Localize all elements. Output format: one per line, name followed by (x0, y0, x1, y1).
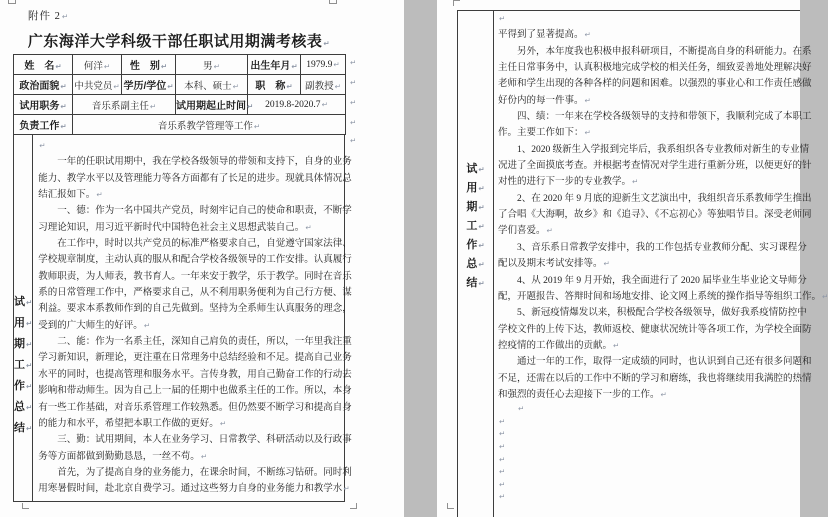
duty-label: 负责工作↵ (14, 115, 73, 135)
text-line: ↵ (499, 454, 506, 464)
text-line: ↵ (499, 492, 506, 502)
vertical-label-char: 期↵ (14, 338, 33, 350)
text-line: 况进了全面摸底考查。并根据考查情况对学生进行重新分班，以便更好的针 (498, 161, 812, 172)
text-line: 了合唱《大海啊，故乡》和《追寻》、《不忘初心》等独唱节目。深受老师同 (498, 210, 812, 221)
text-line: ↵ (499, 442, 506, 452)
text-line: ↵ (499, 429, 506, 439)
text-line: ↵ (499, 467, 506, 477)
text-line: 5、新冠疫情爆发以来，积极配合学校各级领导，做好我系疫情防控中 (498, 308, 807, 319)
text-line: 配，开题报告、答辩时间和场地安排、论文网上系统的操作指导等组织工作。↵ (498, 291, 828, 302)
text-line: ↵ (499, 14, 506, 23)
page-title: 广东海洋大学科级干部任职试用期满考核表↵ (27, 33, 331, 50)
text-line: 和强烈的责任心去迎接下一步的工作。↵ (498, 389, 667, 400)
page-2 (437, 0, 828, 517)
text-line: 系的日常管理工作中，严格要求自己，从不利用职务便利为自己行方便、谋 (38, 288, 352, 299)
text-line: 影响和带动师生。因为自己上一届的任期中也做系主任的工作。所以，本身 (38, 386, 352, 397)
text-line: ↵ (499, 479, 506, 489)
table-row (14, 55, 346, 75)
probation-position-label: 试用职务↵ (14, 95, 73, 115)
text-line: 能力、教学水平以及管理能力等各方面都有了长足的进步。现就具体情况总 (38, 173, 352, 184)
gender-label: 性 别↵ (122, 55, 176, 75)
political-status-value: 中共党员↵ (73, 75, 122, 95)
text-boundary-mark (447, 503, 454, 509)
name-value: 何洋↵ (73, 55, 122, 75)
vertical-label-char: 工↵ (14, 359, 33, 371)
text-line: 老师和学生出现的各种各样的问题和困难。以强烈的事业心和工作责任感做 (498, 79, 812, 90)
summary-section (13, 134, 352, 502)
text-line: 在工作中，时时以共产党员的标准严格要求自己，自觉遵守国家法律、 (38, 239, 352, 250)
text-line: 学校文件的上传下达，教师返校、健康状况统计等各项工作，为学校全面防 (498, 324, 812, 335)
text-line: 利益。要求本系教师作到的自己先做到。坚持为全系师生认真服务的理念， (38, 304, 352, 315)
text-line: 一年的任职试用期中，我在学校各级领导的带领和支持下，自身的业务 (38, 157, 352, 168)
text-line: 受到的广大师生的好评。↵ (38, 320, 151, 331)
text-line: ↵ (518, 404, 525, 414)
table-row (14, 95, 346, 115)
page-1: 附件 2↵ 广东海洋大学科级干部任职试用期满考核表↵ 姓 名↵ 何洋↵ 性 别↵ 男↵ 出生年月↵ 1979.9↵ 政治面貌↵ 中共党员↵ 学历/学位↵ 本科、硕士↵ 职 称↵ 副教授↵ 试用职务↵ 音乐系副主任↵ 试用期起止时间↵ 2019.8-2020.7↵ 负责工作↵ 音乐系教学管理等工作↵ ↵ ↵ ↵ ↵ ↵ 试↵ 用↵ 期↵ 工↵ 作↵ 总↵ 结↵ ↵ 一年的任职试用期中，我在学校各级领导的带领和支持下，自身的业务 能力、教学水平以及管理能力等各方面都有了长足的进步。现就具体情况总 结汇报如下。↵ 一、德：作为一名中国共产党员，时刻牢记自己的使命和职责，不断学 习理论知识，用习近平新时代中国特色社会主义思想武装自己。↵ 在工作中，时时以共产党员的标准严格要求自己，自觉遵守国家法律、 学校规章制度，主动认真的服从和配合学校各级领导的工作安排。认真履行 教师职责，为人师表，教书育人。一年来安于教学，乐于教学。同时在音乐 系的日常管理工作中，严格要求自己，从不利用职务便利为自己行方便、谋 利益。要求本系教师作到的自己先做到。坚持为全系师生认真服务的理念， 受到的广大师生的好评。↵ 二、能：作为一名系主任，深知自己肩负的责任，所以，一年里我注重 学习新知识，新理论，更注重在日常理务中总结经验和不足。提高自己业务 水平的同时，也提高管理和服务水平。言传身教，用自己勤奋工作的行动去 影响和带动师生。因为自己上一届的任期中也做系主任的工作。所以，本身 有一些工作基础，对音乐系管理工作较熟悉。但仍然要不断学习和提高自身 的能力和水平，希望把本职工作做的更好。↵ 三、勤：试用期间，本人在业务学习、日常教学、科研活动以及行政事 务等方面都做到勤勤恳恳，一丝不苟。↵ 首先，为了提高自身的业务能力，在课余时间，不断练习钻研。同时利 用寒暑假时间，赴北京自费学习。通过这些努力自身的业务能力和教学水↵ (0, 0, 404, 517)
vertical-label-char: 试↵ (14, 296, 33, 308)
birth-value: 1979.9↵ (301, 55, 346, 75)
text-line: 三、勤：试用期间，本人在业务学习、日常教学、科研活动以及行政事 (38, 435, 352, 446)
summary-text-page2 (498, 11, 828, 504)
text-line: 对性的进行下一步的专业教学。↵ (498, 177, 639, 188)
attachment-label: 附件 2↵ (28, 11, 70, 22)
text-line: 用寒暑假时间，赴北京自费学习。通过这些努力自身的业务能力和教学水↵ (38, 484, 350, 495)
text-line: 结汇报如下。↵ (38, 190, 103, 201)
text-line: 平得到了显著提高。↵ (498, 30, 591, 41)
text-line: 有一些工作基础，对音乐系管理工作较熟悉。但仍然要不断学习和提高自身 (38, 402, 352, 413)
summary-vertical-label (14, 134, 33, 501)
text-line: 通过一年的工作，取得一定成绩的同时，也认识到自己还有很多问题和 (498, 357, 812, 368)
education-value: 本科、硕士↵ (176, 75, 248, 95)
text-boundary-mark (453, 0, 460, 6)
vertical-label-char: 总↵ (14, 401, 33, 413)
text-line: ↵ (39, 141, 46, 150)
text-line: 学习新知识，新理论，更注重在日常理务中总结经验和不足。提高自己业务 (38, 353, 352, 364)
table-border (493, 10, 494, 517)
text-line: 习理论知识，用习近平新时代中国特色社会主义思想武装自己。↵ (38, 222, 312, 233)
gender-value: 男↵ (176, 55, 248, 75)
political-status-label: 政治面貌↵ (14, 75, 73, 95)
vertical-label-char: 作↵ (14, 380, 33, 392)
vertical-label-char: 作↵ (466, 239, 485, 251)
text-line: 2、在 2020 年 9 月底的迎新生文艺演出中，我组织音乐系教师学生推出 (498, 193, 812, 204)
text-boundary-mark (329, 0, 337, 4)
vertical-label-char: 工↵ (466, 220, 485, 232)
text-line: 水平的同时，也提高管理和服务水平。言传身教，用自己勤奋工作的行动去 (38, 369, 352, 380)
text-line: 的能力和水平，希望把本职工作做的更好。↵ (38, 418, 227, 429)
text-line: 另外，本年度我也积极申报科研项目，不断提高自身的科研能力。在系 (498, 46, 812, 57)
probation-position-value: 音乐系副主任↵ (73, 95, 176, 115)
text-line: 1、2020 级新生入学报到完毕后，我系组织各专业教师对新生的专业情 (498, 144, 810, 155)
text-line: 作。主要工作如下：↵ (498, 128, 591, 139)
text-line: 一、德：作为一名中国共产党员，时刻牢记自己的使命和职责，不断学 (38, 206, 352, 217)
vertical-label-char: 结↵ (466, 277, 485, 289)
title-rank-value: 副教授↵ (301, 75, 346, 95)
text-line: 二、能：作为一名系主任，深知自己肩负的责任，所以，一年里我注重 (38, 337, 352, 348)
form-header-table (13, 54, 346, 135)
duty-value: 音乐系教学管理等工作↵ (73, 115, 346, 135)
text-line: 3、音乐系日常教学安排中，我的工作包括专业教师分配、实习课程分 (498, 242, 807, 253)
title-rank-label: 职 称↵ (248, 75, 301, 95)
summary-vertical-label (458, 10, 493, 293)
text-line: 4、从 2019 年 9 月开始，我全面进行了 2020 届毕业生毕业论文导师分 (498, 275, 807, 286)
summary-text-page1 (33, 134, 352, 501)
text-line: 务等方面都做到勤勤恳恳，一丝不苟。↵ (38, 451, 208, 462)
vertical-label-char: 结↵ (14, 422, 33, 434)
probation-period-label: 试用期起止时间↵ (176, 95, 248, 115)
vertical-label-char: 用↵ (14, 317, 33, 329)
text-line: 四、绩：一年来在学校各级领导的支持和带领下，我顺利完成了本职工 (498, 112, 812, 123)
text-boundary-mark (350, 503, 357, 509)
vertical-label-char: 用↵ (466, 182, 485, 194)
text-line: 教师职责，为人师表，教书育人。一年来安于教学，乐于教学。同时在音乐 (38, 271, 352, 282)
text-boundary-mark (8, 0, 16, 4)
text-line: 学们喜爱。↵ (498, 226, 553, 237)
text-line: 不足，还需在以后的工作中不断的学习和磨练，我也将继续用我满腔的热情 (498, 373, 812, 384)
education-label: 学历/学位↵ (122, 75, 176, 95)
name-label: 姓 名↵ (14, 55, 73, 75)
text-line: 好份内的每一件事。↵ (498, 95, 591, 106)
table-row (14, 75, 346, 95)
text-line: 学校规章制度，主动认真的服从和配合学校各级领导的工作安排。认真履行 (38, 255, 352, 266)
probation-period-value: 2019.8-2020.7↵ (248, 95, 346, 115)
birth-label: 出生年月↵ (248, 55, 301, 75)
text-line: 主任日常事务中，认真积极地完成学校的相关任务，细致妥善地处理解决好 (498, 63, 812, 74)
text-line: ↵ (499, 416, 506, 426)
text-line: 控疫情的工作做出的贡献。↵ (498, 340, 620, 351)
text-line: 配以及期末考试安排等。↵ (498, 259, 610, 270)
vertical-label-char: 试↵ (466, 163, 485, 175)
text-line: 首先，为了提高自身的业务能力，在课余时间，不断练习钻研。同时利 (38, 467, 352, 478)
table-row (14, 115, 346, 135)
text-boundary-mark (22, 503, 29, 509)
vertical-label-char: 期↵ (466, 201, 485, 213)
vertical-label-char: 总↵ (466, 258, 485, 270)
